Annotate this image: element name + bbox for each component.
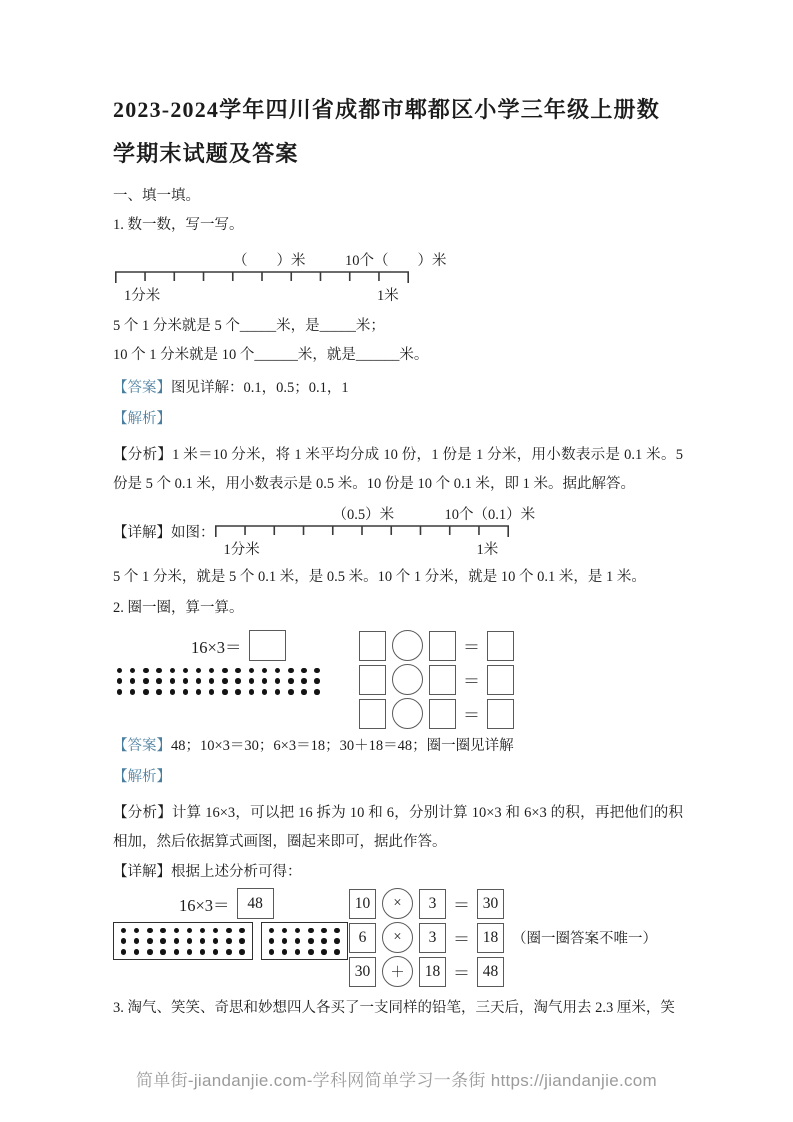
numberline-right-label: 10个（0.1）米: [444, 507, 536, 523]
q2-equation-row: [359, 698, 520, 729]
q2-result-box: [249, 630, 286, 661]
q2-detail-equation-row: [349, 922, 663, 953]
eq-a-box: 6: [349, 923, 376, 953]
equals-sign: ＝: [453, 930, 470, 949]
eq-result-box: 48: [477, 957, 504, 987]
eq-op-circle: [392, 630, 423, 661]
q2-detail-note: （圈一圈答案不唯一）: [512, 931, 657, 947]
q2-analysis-heading: 【解析】: [113, 769, 171, 785]
q2-detail-right: [349, 888, 663, 990]
numberline-bottom-labels: [215, 538, 560, 558]
eq-result-box: [487, 631, 514, 661]
eq-op-circle: [392, 664, 423, 695]
q2-analysis: 【分析】计算 16×3，可以把 16 拆为 10 和 6，分别计算 10×3 和 6×3 的积，再把他们的积相加，然后依据算式画图，圈起来即可，据此作答。: [113, 805, 683, 850]
eq-a-box: 30: [349, 957, 376, 987]
eq-b-box: [429, 665, 456, 695]
q2-detail-equation-row: [349, 956, 663, 987]
q2-detail-dot-group-1: [113, 922, 253, 960]
q2-answer-line: [113, 736, 683, 756]
equals-sign: ＝: [453, 896, 470, 915]
eq-b-box: 18: [419, 957, 446, 987]
q2-diagram-left: [113, 630, 331, 697]
numberline-mid-label: （ ）米: [233, 253, 306, 269]
equals-sign: ＝: [453, 964, 470, 983]
numberline-left-caption: 1分米: [124, 288, 161, 304]
q2-detail-equation-row: [349, 888, 663, 919]
numberline-mid-label: （0.5）米: [332, 507, 395, 523]
numberline-top-labels: [115, 249, 460, 271]
q2-diagram: [113, 630, 683, 732]
eq-b-box: [429, 631, 456, 661]
q2-dot-array: [113, 665, 331, 697]
q1-detail-row: [113, 503, 683, 558]
eq-result-box: 18: [477, 923, 504, 953]
eq-b-box: [429, 699, 456, 729]
eq-result-box: [487, 699, 514, 729]
q2-equation-row: [359, 664, 520, 695]
q2-detail-result-box: 48: [237, 888, 274, 919]
q2-detail-left: [113, 888, 341, 960]
numberline-axis: [115, 271, 409, 284]
q1-fill-line-1: 5 个 1 分米就是 5 个_____米，是_____米；: [113, 318, 385, 334]
q2-detail-heading: 【详解】根据上述分析可得：: [113, 864, 302, 880]
numberline-right-caption: 1米: [377, 288, 399, 304]
eq-a-box: [359, 699, 386, 729]
q3-prompt: 3. 淘气、笑笑、奇思和妙想四人各买了一支同样的铅笔，三天后，淘气用去 2.3 厘米，笑: [113, 1000, 675, 1016]
q1-prompt: 1. 数一数，写一写。: [113, 217, 244, 233]
numberline-axis: [215, 525, 509, 538]
q1-answer-text: 图见详解：0.1，0.5；0.1，1: [171, 380, 349, 396]
q2-prompt: 2. 圈一圈，算一算。: [113, 600, 244, 616]
q1-conclusion: 5 个 1 分米，就是 5 个 0.1 米，是 0.5 米。10 个 1 分米，就是 10 个 0.1 米，是 1 米。: [113, 569, 646, 585]
q1-numberline: [115, 249, 460, 304]
eq-result-box: 30: [477, 889, 504, 919]
eq-op-circle: ＋: [382, 956, 413, 987]
q1-detail-label: 【详解】如图：: [113, 525, 215, 541]
eq-a-box: 10: [349, 889, 376, 919]
equals-sign: ＝: [463, 672, 480, 691]
q1-fill-line-2: 10 个 1 分米就是 10 个______米，就是______米。: [113, 347, 429, 363]
eq-a-box: [359, 665, 386, 695]
numberline-left-caption: 1分米: [223, 542, 260, 558]
q1-analysis-heading: 【解析】: [113, 411, 171, 427]
q1-analysis: 【分析】1 米＝10 分米，将 1 米平均分成 10 份，1 份是 1 分米，用小数表示是 0.1 米。5 份是 5 个 0.1 米，用小数表示是 0.5 米。10 份是 10 个 0.1 米，即 1 米。据此解答。: [113, 447, 683, 492]
q2-answer-text: 48；10×3＝30；6×3＝18；30＋18＝48；圈一圈见详解: [171, 738, 514, 754]
q2-detail-dot-group-2: [261, 922, 348, 960]
section-heading: 一、填一填。: [113, 188, 200, 204]
eq-op-circle: ×: [382, 888, 413, 919]
q2-diagram-right: [359, 630, 520, 732]
eq-b-box: 3: [419, 889, 446, 919]
eq-b-box: 3: [419, 923, 446, 953]
equals-sign: ＝: [463, 706, 480, 725]
answer-label: 【答案】: [113, 738, 171, 754]
numberline-right-caption: 1米: [476, 542, 499, 558]
q2-detail-expression: [179, 888, 341, 919]
numberline-top-labels: [215, 503, 560, 525]
eq-result-box: [487, 665, 514, 695]
q2-detail-dot-groups: [113, 922, 341, 960]
q2-detail-diagram: [113, 888, 683, 990]
q2-equation-row: [359, 630, 520, 661]
q2-expression: [191, 630, 331, 661]
q1-detail-numberline: [215, 503, 560, 558]
footer-watermark: 简单街-jiandanjie.com-学科网简单学习一条街 https://jiandanjie.com: [135, 1071, 658, 1090]
numberline-right-label: 10个（ ）米: [345, 253, 447, 269]
q1-answer-line: [113, 378, 683, 398]
numberline-bottom-labels: [115, 284, 460, 304]
eq-op-circle: [392, 698, 423, 729]
answer-label: 【答案】: [113, 380, 171, 396]
q2-detail-expression-text: 16×3＝: [179, 895, 230, 915]
q2-expression-text: 16×3＝: [191, 637, 242, 657]
equals-sign: ＝: [463, 638, 480, 657]
page-title: 2023-2024学年四川省成都市郫都区小学三年级上册数学期末试题及答案: [113, 97, 660, 166]
page-content: [113, 0, 683, 1018]
eq-a-box: [359, 631, 386, 661]
eq-op-circle: ×: [382, 922, 413, 953]
